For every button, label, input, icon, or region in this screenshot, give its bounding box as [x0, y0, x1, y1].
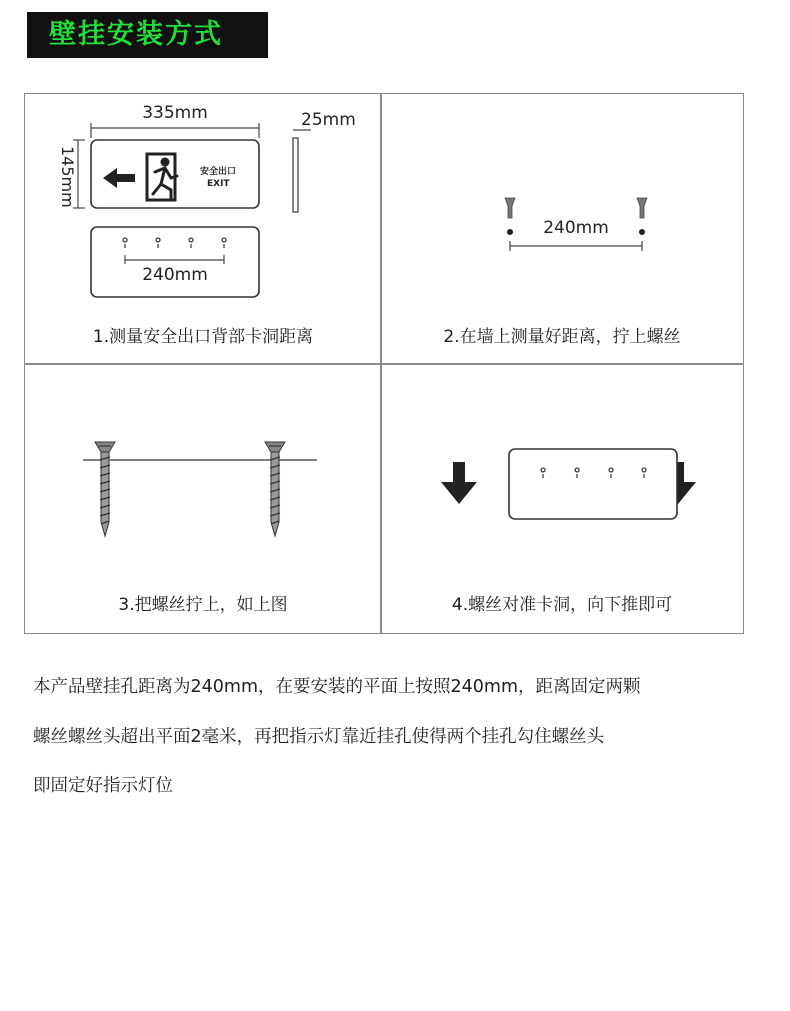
- screw-right-icon: [265, 442, 285, 536]
- step-3-panel: [24, 363, 382, 634]
- sign-cn-text: 安全出口: [200, 167, 237, 177]
- depth-label: 25mm: [301, 110, 356, 130]
- mark-dot-left: [507, 229, 513, 235]
- description-line-2: 螺丝螺丝头超出平面2毫米，再把指示灯靠近挂孔使得两个挂孔勾住螺丝头: [33, 727, 605, 747]
- down-arrow-left-icon: [441, 462, 477, 504]
- description-line-3: 即固定好指示灯位: [33, 776, 173, 796]
- sign-side-view: [293, 138, 298, 212]
- sign-en-text: EXIT: [207, 179, 230, 189]
- step-3-caption: 3.把螺丝拧上，如上图: [118, 595, 288, 615]
- screw-left-icon: [95, 442, 115, 536]
- section-title: 壁挂安装方式: [49, 19, 223, 50]
- mark-dot-right: [639, 229, 645, 235]
- section-title-banner: [27, 12, 268, 58]
- install-steps-grid: [24, 93, 744, 634]
- height-label: 145mm: [58, 146, 77, 208]
- step-4-caption: 4.螺丝对准卡洞，向下推即可: [451, 595, 673, 615]
- step-1-panel: [24, 93, 382, 365]
- step-4-panel: [380, 363, 744, 634]
- wall-plug-icon: [505, 198, 647, 218]
- step-2-caption: 2.在墙上测量好距离，拧上螺丝: [443, 327, 681, 347]
- step-2-panel: [380, 93, 744, 365]
- sign-back: [91, 227, 259, 297]
- hole-spacing-label: 240mm: [142, 265, 208, 285]
- running-man-icon: [161, 158, 170, 167]
- width-label: 335mm: [142, 103, 208, 123]
- wall-spacing-label: 240mm: [543, 218, 609, 238]
- step-1-caption: 1.测量安全出口背部卡洞距离: [92, 327, 314, 347]
- sign-back-panel: [509, 449, 677, 519]
- description-line-1: 本产品壁挂孔距离为240mm，在要安装的平面上按照240mm，距离固定两颗: [33, 677, 641, 697]
